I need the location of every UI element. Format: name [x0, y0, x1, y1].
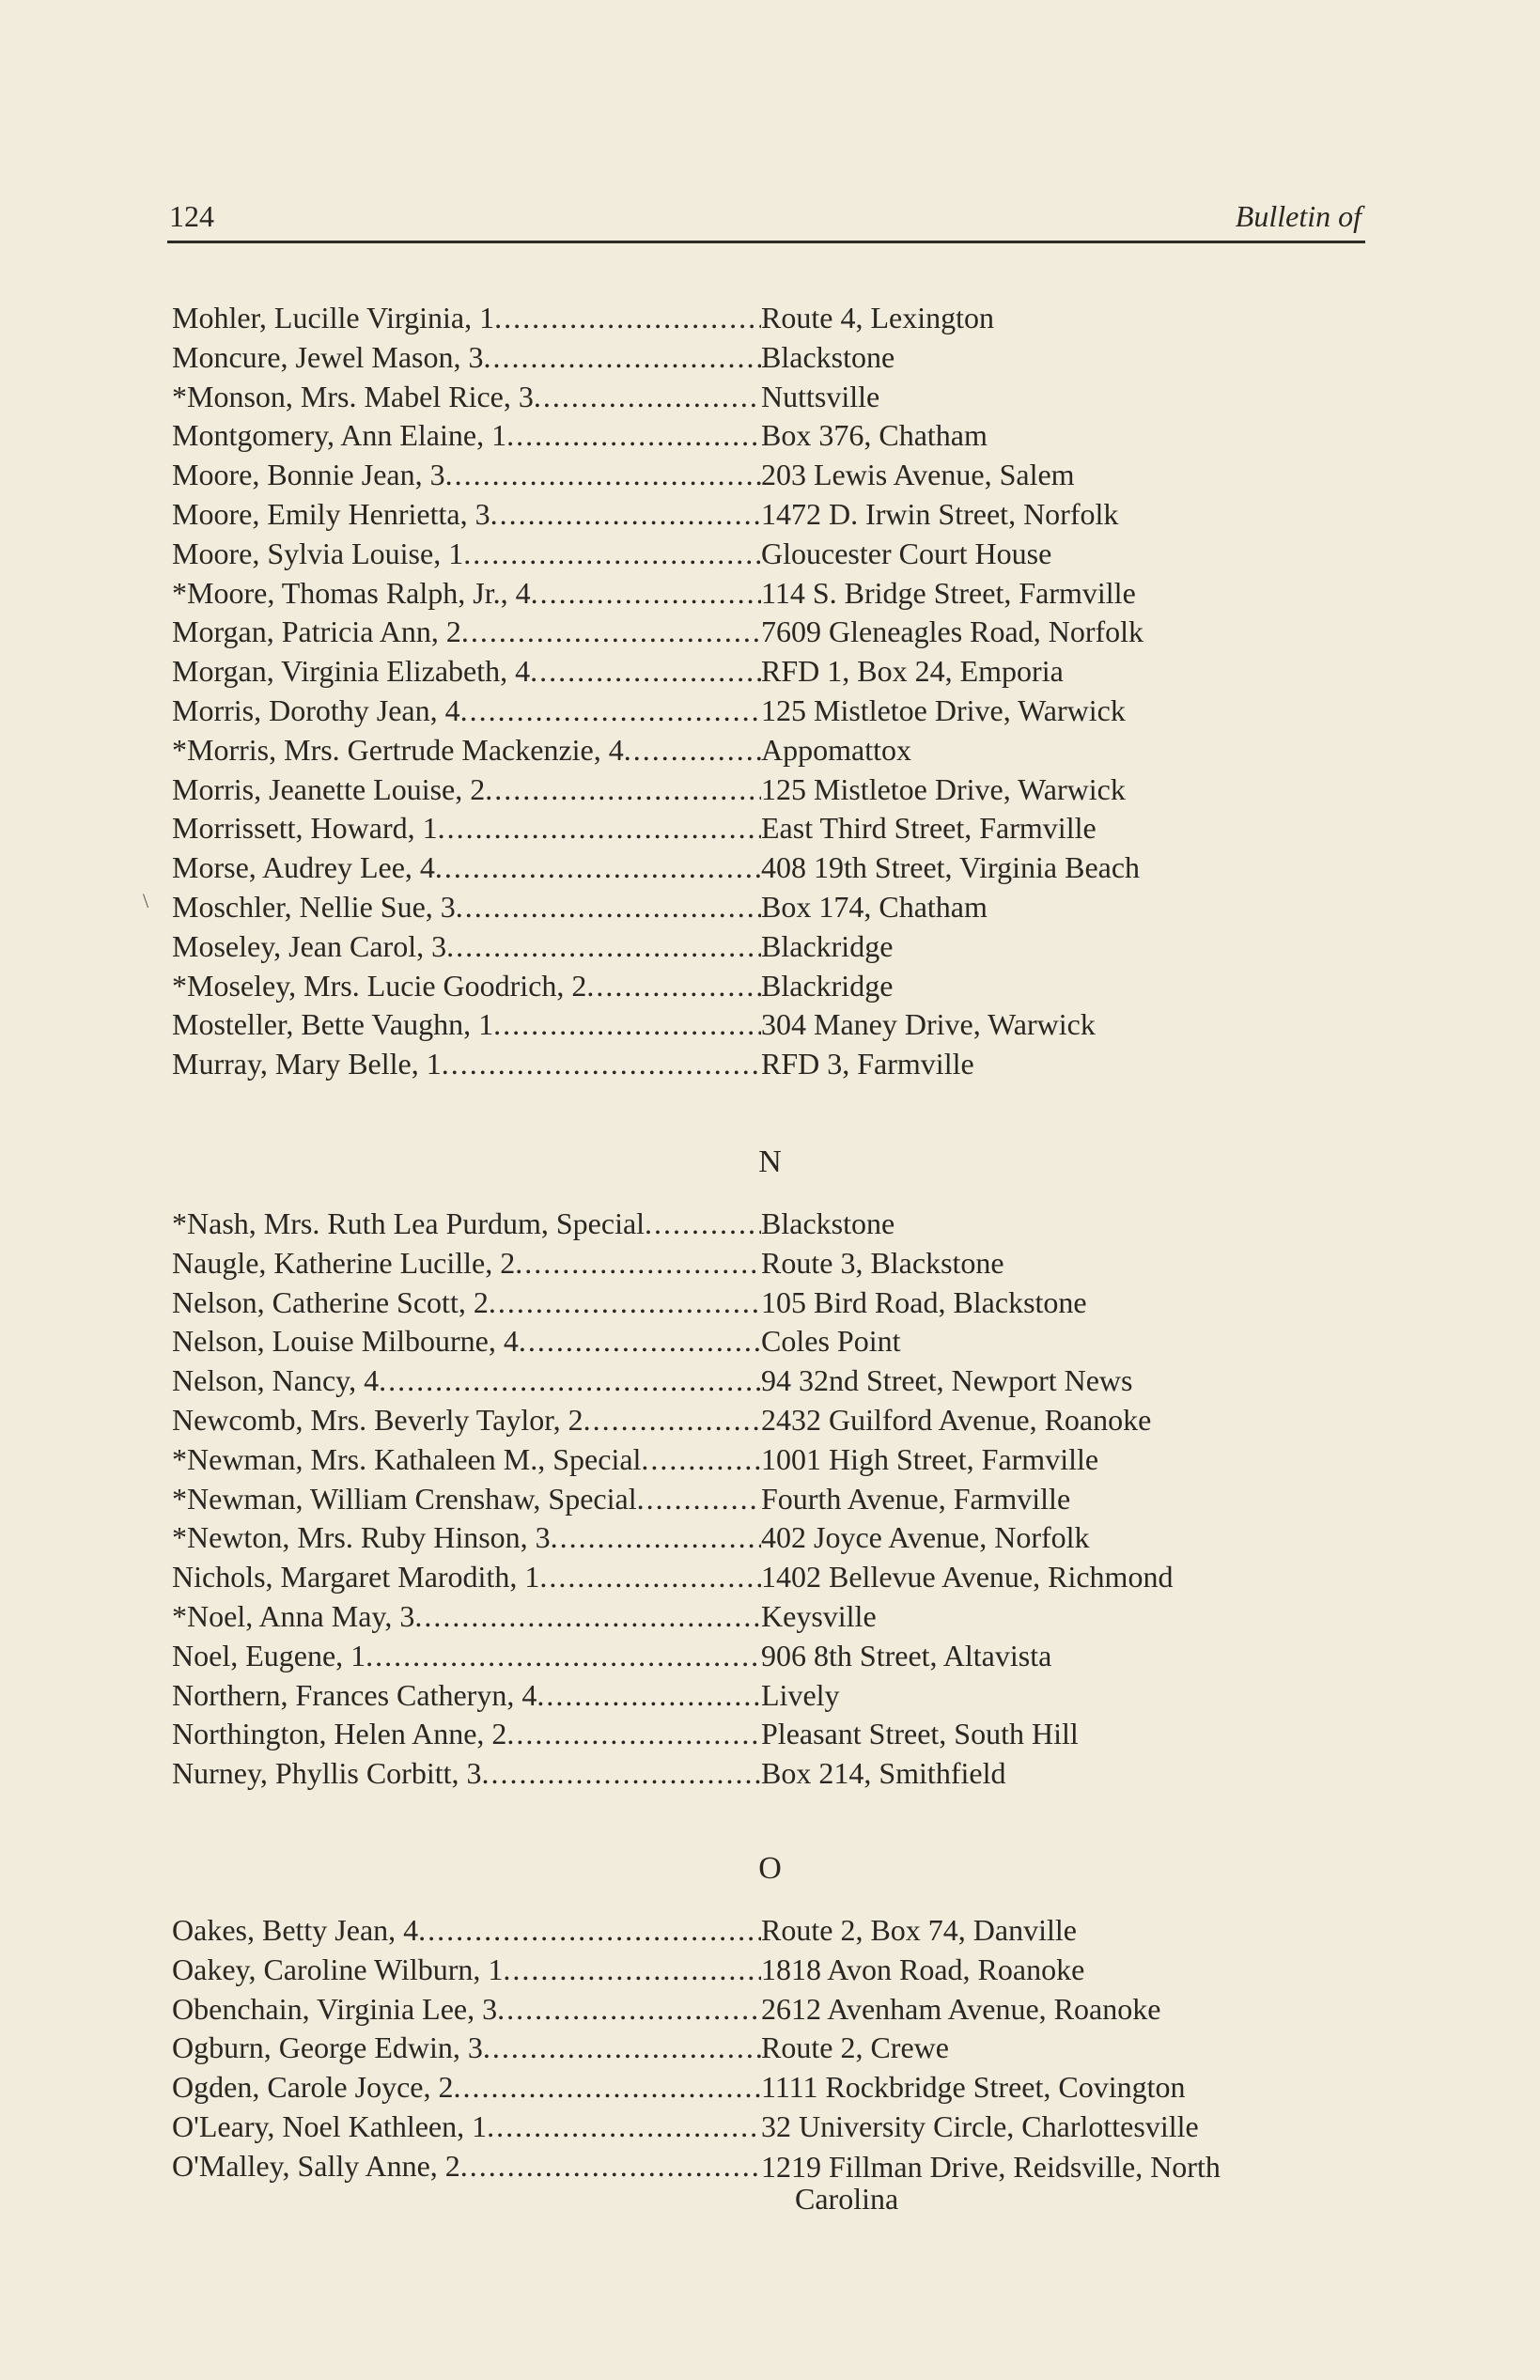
- dot-leader: [461, 613, 761, 652]
- directory-entry: [172, 967, 1365, 1006]
- entry-address-line: Box 214, Smithfield: [761, 1756, 1006, 1791]
- entry-name: Nelson, Louise Milbourne, 4: [172, 1324, 519, 1359]
- entry-address: [761, 1283, 1087, 1323]
- entry-name: *Monson, Mrs. Mabel Rice, 3: [172, 379, 534, 413]
- dot-leader: [366, 1637, 761, 1676]
- entry-name-column: [172, 967, 761, 1006]
- entry-name-column: [172, 888, 761, 927]
- entry-name-column: [172, 1558, 761, 1597]
- entry-address-line: 1402 Bellevue Avenue, Richmond: [761, 1560, 1174, 1594]
- entry-address: [761, 1911, 1077, 1951]
- entry-name: *Newton, Mrs. Ruby Hinson, 3: [172, 1520, 551, 1555]
- entry-address-line: Pleasant Street, South Hill: [761, 1717, 1079, 1751]
- dot-leader: [487, 2108, 761, 2147]
- entry-address: [761, 378, 879, 417]
- directory-entry: [172, 574, 1365, 614]
- entry-name-column: [172, 1715, 761, 1754]
- dot-leader: [637, 1480, 761, 1519]
- entry-name: *Moore, Thomas Ralph, Jr., 4: [172, 575, 531, 610]
- entry-address-line: 1219 Fillman Drive, Reidsville, North: [761, 2149, 1221, 2184]
- entry-address: [761, 1005, 1096, 1045]
- entry-address-line: 408 19th Street, Virginia Beach: [761, 850, 1141, 885]
- entry-name-column: [172, 378, 761, 417]
- entry-address: [761, 1361, 1132, 1401]
- entry-name-column: [172, 731, 761, 770]
- entry-address: [761, 2029, 949, 2068]
- entry-name-column: [172, 535, 761, 574]
- entry-name: Ogden, Carole Joyce, 2: [172, 2070, 454, 2105]
- dot-leader: [446, 927, 761, 967]
- entry-address: [761, 1045, 974, 1084]
- entry-address-line: 2432 Guilford Avenue, Roanoke: [761, 1402, 1152, 1437]
- dot-leader: [551, 1518, 761, 1558]
- directory-entry: [172, 1283, 1365, 1323]
- directory-entry: [172, 1558, 1365, 1597]
- entry-name-column: [172, 2108, 761, 2147]
- directory-entry: [172, 1205, 1365, 1244]
- dot-leader: [456, 888, 761, 927]
- directory-entry: [172, 848, 1365, 888]
- dot-leader: [530, 652, 761, 692]
- entry-name: Ogburn, George Edwin, 3: [172, 2030, 483, 2065]
- directory-entry: [172, 1401, 1365, 1440]
- entry-address: [761, 1244, 1004, 1283]
- entry-name-column: [172, 809, 761, 848]
- entry-name: Morgan, Virginia Elizabeth, 4: [172, 654, 531, 689]
- directory-entry: [172, 1990, 1365, 2030]
- directory-entry: [172, 2029, 1365, 2068]
- entry-name: Moore, Sylvia Louise, 1: [172, 536, 464, 570]
- directory-entry: [172, 613, 1365, 652]
- directory-entry: [172, 1440, 1365, 1480]
- entry-address-line: 125 Mistletoe Drive, Warwick: [761, 771, 1126, 806]
- entry-name-column: [172, 1951, 761, 1990]
- entry-name-column: [172, 1283, 761, 1323]
- directory-entry: [172, 1911, 1365, 1951]
- entry-name-column: [172, 1361, 761, 1401]
- entry-address: [761, 888, 988, 927]
- entry-name-column: [172, 1518, 761, 1558]
- directory-entry: [172, 1322, 1365, 1361]
- entry-name: Morris, Jeanette Louise, 2: [172, 771, 486, 806]
- entry-name: O'Malley, Sally Anne, 2: [172, 2148, 460, 2183]
- entry-name: Moschler, Nellie Sue, 3: [172, 889, 456, 924]
- entry-address-line: 7609 Gleneagles Road, Norfolk: [761, 614, 1144, 649]
- entry-name-column: [172, 1754, 761, 1794]
- section-n-list: [172, 1205, 1365, 1794]
- directory-entry: [172, 1715, 1365, 1754]
- entry-address-line: 1001 High Street, Farmville: [761, 1441, 1099, 1476]
- directory-entry: [172, 378, 1365, 417]
- directory-entry: [172, 1637, 1365, 1676]
- entry-name: Naugle, Katherine Lucille, 2: [172, 1245, 516, 1280]
- entry-name: Nichols, Margaret Marodith, 1: [172, 1560, 540, 1594]
- entry-address-line: 94 32nd Street, Newport News: [761, 1363, 1133, 1398]
- entry-name-column: [172, 456, 761, 495]
- entry-address: [761, 1715, 1079, 1754]
- entry-address-line: 125 Mistletoe Drive, Warwick: [761, 692, 1126, 727]
- dot-leader: [586, 967, 761, 1006]
- entry-name: Nelson, Catherine Scott, 2: [172, 1284, 489, 1319]
- entry-address-line: 2612 Avenham Avenue, Roanoke: [761, 1991, 1161, 2026]
- entry-address: [761, 535, 1051, 574]
- entry-address-line: Route 4, Lexington: [761, 301, 994, 334]
- directory-entry: [172, 888, 1365, 927]
- entry-address-line: 402 Joyce Avenue, Norfolk: [761, 1520, 1090, 1555]
- entry-address: [761, 1637, 1051, 1676]
- directory-entry: [172, 1597, 1365, 1637]
- directory-entry: [172, 770, 1365, 810]
- entry-address: [761, 1597, 877, 1637]
- entry-name: *Moseley, Mrs. Lucie Goodrich, 2: [172, 968, 587, 1003]
- directory-entry: [172, 1951, 1365, 1990]
- dot-leader: [489, 1283, 761, 1323]
- entry-name: Morse, Audrey Lee, 4: [172, 850, 435, 885]
- entry-address: [761, 1480, 1070, 1519]
- dot-leader: [485, 770, 761, 810]
- dot-leader: [519, 1322, 761, 1361]
- entry-name: Morrissett, Howard, 1: [172, 811, 438, 846]
- directory-entry: [172, 1676, 1365, 1716]
- entry-name: Oakey, Caroline Wilburn, 1: [172, 1952, 504, 1986]
- dot-leader: [503, 1951, 761, 1990]
- directory-entry: [172, 1480, 1365, 1519]
- entry-address-line: Fourth Avenue, Farmville: [761, 1481, 1071, 1516]
- entry-name: Mohler, Lucille Virginia, 1: [172, 301, 495, 334]
- entry-name-column: [172, 1401, 761, 1440]
- dot-leader: [438, 809, 761, 848]
- page-number: 124: [169, 199, 214, 233]
- directory-entry: [172, 456, 1365, 495]
- directory-entry: [172, 1244, 1365, 1283]
- entry-name-column: [172, 848, 761, 888]
- directory-entry: [172, 1518, 1365, 1558]
- entry-address: [761, 613, 1143, 652]
- section-heading-o: O: [758, 1851, 782, 1886]
- entry-address-line: Blackridge: [761, 928, 894, 963]
- directory-entry: [172, 927, 1365, 967]
- entry-address: [761, 1754, 1005, 1794]
- directory-entry: [172, 299, 1365, 338]
- dot-leader: [583, 1401, 761, 1440]
- entry-name-column: [172, 1480, 761, 1519]
- entry-address-line: Appomattox: [761, 732, 911, 767]
- directory-entry: [172, 692, 1365, 731]
- page-header: [167, 194, 1365, 243]
- entry-name: Northern, Frances Catheryn, 4: [172, 1677, 537, 1712]
- entry-name-column: [172, 652, 761, 692]
- entry-address-line: Box 376, Chatham: [761, 418, 988, 453]
- dot-leader: [481, 1754, 761, 1794]
- entry-address: [761, 2068, 1186, 2108]
- entry-name-column: [172, 1244, 761, 1283]
- entry-name: *Newman, Mrs. Kathaleen M., Special: [172, 1441, 642, 1476]
- entry-name-column: [172, 1990, 761, 2030]
- dot-leader: [442, 1045, 761, 1084]
- entry-name: Morris, Dorothy Jean, 4: [172, 692, 460, 727]
- dot-leader: [641, 1440, 761, 1480]
- entry-address: [761, 1518, 1090, 1558]
- entry-address-line: Route 2, Crewe: [761, 2030, 949, 2065]
- entry-address: [761, 2108, 1199, 2147]
- entry-name-column: [172, 574, 761, 614]
- entry-name-column: [172, 2068, 761, 2108]
- entry-address-line: 203 Lewis Avenue, Salem: [761, 458, 1075, 492]
- entry-address: [761, 1440, 1098, 1480]
- entry-name-column: [172, 1205, 761, 1244]
- section-o-list: [172, 1911, 1365, 2222]
- entry-address-line: Nuttsville: [761, 379, 880, 413]
- entry-name: Oakes, Betty Jean, 4: [172, 1913, 419, 1947]
- entry-name: Moore, Bonnie Jean, 3: [172, 458, 445, 492]
- entry-name: Mosteller, Bette Vaughn, 1: [172, 1007, 494, 1042]
- directory-entry: [172, 2147, 1365, 2222]
- entry-name: O'Leary, Noel Kathleen, 1: [172, 2108, 488, 2143]
- entry-address-line: 1818 Avon Road, Roanoke: [761, 1952, 1085, 1986]
- entry-name: *Noel, Anna May, 3: [172, 1598, 415, 1633]
- dot-leader: [414, 1597, 761, 1637]
- entry-address-line: 1111 Rockbridge Street, Covington: [761, 2070, 1186, 2105]
- entry-address-line: 105 Bird Road, Blackstone: [761, 1284, 1087, 1319]
- directory-entry: [172, 2068, 1365, 2108]
- entry-name: Nelson, Nancy, 4: [172, 1363, 380, 1398]
- entry-address-line: Gloucester Court House: [761, 536, 1052, 570]
- entry-address-line: Lively: [761, 1677, 840, 1712]
- dot-leader: [494, 299, 761, 338]
- directory-entry: [172, 495, 1365, 535]
- entry-address-line: RFD 1, Box 24, Emporia: [761, 654, 1064, 689]
- directory-entry: [172, 1754, 1365, 1794]
- directory-entry: [172, 1361, 1365, 1401]
- entry-name: Montgomery, Ann Elaine, 1: [172, 418, 507, 453]
- section-m-list: [172, 299, 1365, 1084]
- entry-name: Moore, Emily Henrietta, 3: [172, 496, 490, 531]
- entry-address: [761, 416, 988, 456]
- entry-address: [761, 574, 1136, 614]
- dot-leader: [515, 1244, 761, 1283]
- directory-entry: [172, 731, 1365, 770]
- entry-name-column: [172, 416, 761, 456]
- entry-address: [761, 652, 1064, 692]
- dot-leader: [645, 1205, 761, 1244]
- entry-address: [761, 1676, 840, 1716]
- entry-name-column: [172, 927, 761, 967]
- entry-address-line: Blackridge: [761, 968, 894, 1003]
- dot-leader: [483, 2029, 761, 2068]
- entry-address-line: 1472 D. Irwin Street, Norfolk: [761, 496, 1119, 531]
- entry-name-column: [172, 2147, 761, 2186]
- entry-address-line: 32 University Circle, Charlottesville: [761, 2108, 1199, 2143]
- entry-address: [761, 692, 1126, 731]
- entry-name: *Newman, William Crenshaw, Special: [172, 1481, 637, 1516]
- dot-leader: [379, 1361, 761, 1401]
- entry-name-column: [172, 770, 761, 810]
- dot-leader: [624, 731, 761, 770]
- directory-entry: [172, 1005, 1365, 1045]
- entry-name: Morgan, Patricia Ann, 2: [172, 614, 461, 649]
- directory-entry: [172, 1045, 1365, 1084]
- entry-name-column: [172, 1045, 761, 1084]
- entry-name: *Morris, Mrs. Gertrude Mackenzie, 4: [172, 732, 624, 767]
- dot-leader: [460, 692, 761, 731]
- dot-leader: [506, 1715, 761, 1754]
- entry-name: Murray, Mary Belle, 1: [172, 1047, 442, 1081]
- entry-address-line: Route 3, Blackstone: [761, 1245, 1004, 1280]
- entry-name-column: [172, 1322, 761, 1361]
- entry-address-line: Coles Point: [761, 1324, 901, 1359]
- dot-leader: [453, 2068, 761, 2108]
- entry-address-line: Route 2, Box 74, Danville: [761, 1913, 1077, 1947]
- entry-address-continuation: Carolina: [795, 2181, 899, 2216]
- entry-address: [761, 1558, 1173, 1597]
- dot-leader: [490, 495, 761, 535]
- entry-name-column: [172, 1440, 761, 1480]
- directory-entry: [172, 416, 1365, 456]
- entry-address-line: 906 8th Street, Altavista: [761, 1638, 1052, 1672]
- entry-address-line: Keysville: [761, 1598, 877, 1633]
- entry-address: [761, 1322, 900, 1361]
- dot-leader: [493, 1005, 761, 1045]
- dot-leader: [497, 1990, 761, 2030]
- entry-name-column: [172, 1637, 761, 1676]
- dot-leader: [463, 535, 761, 574]
- dot-leader: [534, 378, 761, 417]
- dot-leader: [483, 338, 761, 378]
- entry-address: [761, 809, 1097, 848]
- directory-entry: [172, 652, 1365, 692]
- entry-name: Noel, Eugene, 1: [172, 1638, 366, 1672]
- entry-address-line: East Third Street, Farmville: [761, 811, 1097, 846]
- directory-entry: [172, 535, 1365, 574]
- entry-name-column: [172, 1005, 761, 1045]
- entry-name: Moncure, Jewel Mason, 3: [172, 339, 484, 374]
- entry-name: Moseley, Jean Carol, 3: [172, 928, 447, 963]
- entry-name-column: [172, 299, 761, 338]
- entry-address: [761, 967, 893, 1006]
- section-heading-n: N: [758, 1144, 782, 1179]
- directory-entry: [172, 809, 1365, 848]
- entry-name-column: [172, 1597, 761, 1637]
- entry-address: [761, 1401, 1151, 1440]
- entry-name-column: [172, 495, 761, 535]
- entry-address: [761, 299, 994, 338]
- entry-address: [761, 495, 1118, 535]
- entry-address-line: Blackstone: [761, 1206, 895, 1240]
- directory-entry: [172, 2108, 1365, 2147]
- entry-name-column: [172, 2029, 761, 2068]
- dot-leader: [537, 1676, 761, 1716]
- entry-address: [761, 2147, 1362, 2215]
- entry-address-line: RFD 3, Farmville: [761, 1047, 974, 1081]
- entry-address: [761, 848, 1140, 888]
- entry-address-line: 114 S. Bridge Street, Farmville: [761, 575, 1136, 610]
- margin-mark: \: [143, 889, 149, 912]
- dot-leader: [531, 574, 761, 614]
- entry-address: [761, 927, 893, 967]
- running-title: Bulletin of: [1235, 199, 1361, 233]
- entry-name-column: [172, 1676, 761, 1716]
- dot-leader: [435, 848, 761, 888]
- entry-name: Northington, Helen Anne, 2: [172, 1717, 507, 1751]
- entry-address: [761, 1990, 1160, 2030]
- entry-name: Obenchain, Virginia Lee, 3: [172, 1991, 498, 2026]
- entry-name: Newcomb, Mrs. Beverly Taylor, 2: [172, 1402, 583, 1437]
- entry-name-column: [172, 338, 761, 378]
- entry-address-line: Box 174, Chatham: [761, 889, 988, 924]
- entry-address-line: Blackstone: [761, 339, 895, 374]
- dot-leader: [445, 456, 761, 495]
- dot-leader: [506, 416, 761, 456]
- entry-name: Nurney, Phyllis Corbitt, 3: [172, 1756, 482, 1791]
- entry-address: [761, 770, 1126, 810]
- entry-address-line: 304 Maney Drive, Warwick: [761, 1007, 1096, 1042]
- entry-address: [761, 1951, 1084, 1990]
- entry-address: [761, 338, 894, 378]
- entry-address: [761, 1205, 894, 1244]
- entry-address: [761, 456, 1075, 495]
- entry-name: *Nash, Mrs. Ruth Lea Purdum, Special: [172, 1206, 646, 1240]
- dot-leader: [460, 2147, 761, 2186]
- entry-name-column: [172, 692, 761, 731]
- entry-address: [761, 731, 911, 770]
- entry-name-column: [172, 613, 761, 652]
- dot-leader: [418, 1911, 761, 1951]
- dot-leader: [539, 1558, 761, 1597]
- directory-entry: [172, 338, 1365, 378]
- entry-name-column: [172, 1911, 761, 1951]
